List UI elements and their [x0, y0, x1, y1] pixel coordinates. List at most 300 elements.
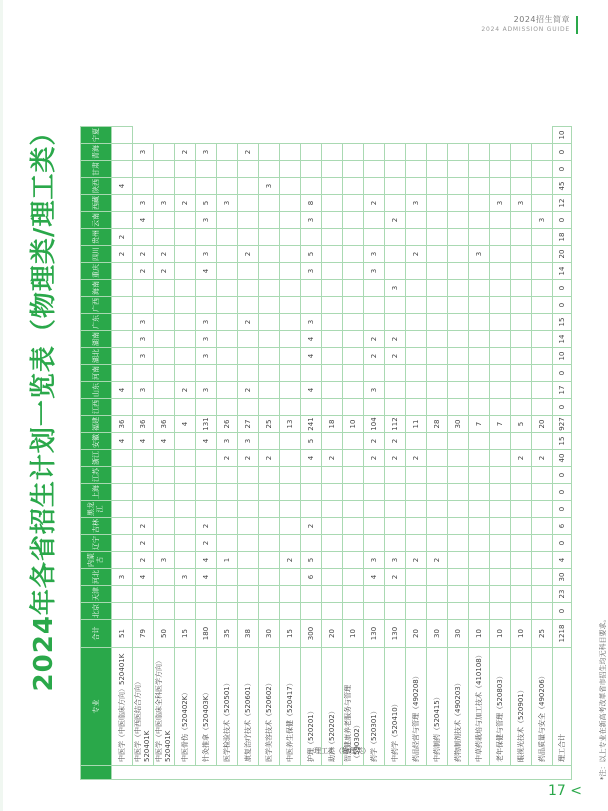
- quota-cell: [511, 518, 532, 535]
- quota-cell: [133, 178, 154, 195]
- quota-cell: [322, 382, 343, 399]
- quota-cell: [238, 501, 259, 518]
- quota-cell: [238, 280, 259, 297]
- quota-cell: 927: [553, 416, 572, 433]
- quota-cell: [238, 178, 259, 195]
- rotated-content: [20, 30, 607, 780]
- quota-cell: [511, 161, 532, 178]
- quota-cell: [511, 212, 532, 229]
- quota-cell: [427, 518, 448, 535]
- quota-cell: [322, 263, 343, 280]
- quota-cell: [217, 484, 238, 501]
- column-header: 贵州: [81, 229, 112, 246]
- quota-cell: 2: [385, 212, 406, 229]
- quota-cell: [427, 569, 448, 586]
- column-header: 重庆: [81, 263, 112, 280]
- quota-cell: [280, 535, 301, 552]
- quota-cell: [133, 467, 154, 484]
- quota-cell: 2: [238, 382, 259, 399]
- quota-cell: [448, 433, 469, 450]
- quota-cell: [175, 331, 196, 348]
- quota-cell: 30: [259, 620, 280, 648]
- footnote: *注：以上专业在新高考改革省市招生均无科目要求。: [599, 615, 607, 780]
- quota-cell: [448, 263, 469, 280]
- quota-cell: [175, 178, 196, 195]
- quota-cell: [238, 535, 259, 552]
- quota-cell: [322, 569, 343, 586]
- quota-cell: [490, 178, 511, 195]
- quota-cell: [175, 229, 196, 246]
- quota-cell: [490, 467, 511, 484]
- quota-cell: [511, 314, 532, 331]
- quota-cell: [217, 331, 238, 348]
- quota-cell: 8: [301, 195, 322, 212]
- column-header: 江西: [81, 399, 112, 416]
- quota-cell: 2: [175, 382, 196, 399]
- quota-cell: 28: [427, 416, 448, 433]
- quota-cell: [112, 212, 133, 229]
- quota-cell: [343, 552, 364, 569]
- quota-cell: [259, 161, 280, 178]
- quota-cell: [385, 297, 406, 314]
- quota-cell: [490, 484, 511, 501]
- quota-cell: 2: [322, 450, 343, 467]
- quota-cell: [259, 348, 280, 365]
- major-cell: 智慧健康养老服务与管理（590302）: [343, 648, 364, 766]
- quota-cell: [112, 127, 133, 144]
- column-header: 吉林: [81, 518, 112, 535]
- quota-cell: 3: [154, 195, 175, 212]
- quota-cell: [469, 263, 490, 280]
- quota-cell: 4: [301, 382, 322, 399]
- column-header: 福建: [81, 416, 112, 433]
- quota-cell: [448, 603, 469, 620]
- quota-cell: [532, 603, 553, 620]
- quota-cell: 2: [406, 246, 427, 263]
- quota-cell: [259, 212, 280, 229]
- quota-cell: 0: [553, 603, 572, 620]
- quota-cell: 3: [217, 433, 238, 450]
- quota-cell: [280, 365, 301, 382]
- quota-cell: [175, 586, 196, 603]
- quota-cell: [448, 450, 469, 467]
- quota-cell: [301, 535, 322, 552]
- quota-cell: 14: [553, 263, 572, 280]
- quota-cell: [175, 280, 196, 297]
- quota-cell: [469, 569, 490, 586]
- quota-cell: [490, 280, 511, 297]
- quota-cell: [490, 297, 511, 314]
- quota-cell: [154, 382, 175, 399]
- table-row: [427, 127, 448, 780]
- quota-cell: [469, 178, 490, 195]
- quota-cell: [322, 365, 343, 382]
- quota-cell: [154, 365, 175, 382]
- quota-cell: [154, 212, 175, 229]
- quota-cell: [112, 586, 133, 603]
- quota-cell: [133, 229, 154, 246]
- quota-cell: [532, 263, 553, 280]
- quota-cell: [364, 314, 385, 331]
- quota-cell: [427, 484, 448, 501]
- quota-cell: [385, 365, 406, 382]
- quota-cell: [133, 603, 154, 620]
- quota-cell: [301, 280, 322, 297]
- major-cell: 药物制剂技术（490203）: [448, 648, 469, 766]
- major-cell: 助产（520202）: [322, 648, 343, 766]
- quota-cell: [112, 501, 133, 518]
- quota-cell: 3: [364, 552, 385, 569]
- quota-cell: 241: [301, 416, 322, 433]
- quota-cell: [217, 399, 238, 416]
- quota-cell: [175, 518, 196, 535]
- quota-cell: [343, 280, 364, 297]
- quota-cell: [532, 280, 553, 297]
- column-header: 天津: [81, 586, 112, 603]
- quota-cell: [259, 297, 280, 314]
- quota-cell: [112, 467, 133, 484]
- quota-cell: 36: [154, 416, 175, 433]
- quota-cell: [238, 263, 259, 280]
- quota-cell: [112, 535, 133, 552]
- quota-cell: [343, 433, 364, 450]
- quota-cell: [196, 603, 217, 620]
- quota-cell: [469, 144, 490, 161]
- quota-cell: 14: [553, 331, 572, 348]
- quota-cell: [406, 212, 427, 229]
- quota-cell: [427, 535, 448, 552]
- quota-cell: 2: [280, 552, 301, 569]
- quota-cell: [385, 178, 406, 195]
- quota-cell: 3: [133, 195, 154, 212]
- quota-cell: [175, 161, 196, 178]
- quota-cell: [259, 365, 280, 382]
- quota-cell: [259, 552, 280, 569]
- quota-cell: [406, 229, 427, 246]
- quota-cell: [154, 144, 175, 161]
- quota-cell: [406, 331, 427, 348]
- quota-cell: [469, 382, 490, 399]
- quota-cell: [259, 263, 280, 280]
- column-header: 宁夏: [81, 127, 112, 144]
- quota-cell: [238, 365, 259, 382]
- quota-cell: [343, 263, 364, 280]
- quota-cell: 0: [553, 212, 572, 229]
- quota-cell: [322, 280, 343, 297]
- quota-cell: 4: [112, 382, 133, 399]
- quota-cell: [490, 314, 511, 331]
- quota-cell: [469, 331, 490, 348]
- quota-cell: 20: [322, 620, 343, 648]
- quota-cell: [238, 229, 259, 246]
- quota-cell: [469, 195, 490, 212]
- quota-cell: [448, 212, 469, 229]
- quota-cell: 4: [175, 416, 196, 433]
- quota-cell: [175, 348, 196, 365]
- quota-cell: 3: [259, 178, 280, 195]
- quota-cell: [364, 280, 385, 297]
- quota-cell: [259, 280, 280, 297]
- quota-cell: 2: [364, 348, 385, 365]
- quota-cell: 2: [406, 450, 427, 467]
- quota-cell: 12: [553, 195, 572, 212]
- quota-cell: 4: [112, 433, 133, 450]
- quota-cell: [448, 586, 469, 603]
- quota-cell: [280, 433, 301, 450]
- quota-cell: [280, 484, 301, 501]
- quota-cell: 4: [133, 212, 154, 229]
- quota-cell: [532, 314, 553, 331]
- quota-cell: [343, 399, 364, 416]
- quota-cell: [406, 603, 427, 620]
- quota-cell: [112, 144, 133, 161]
- quota-cell: [385, 518, 406, 535]
- quota-cell: [175, 603, 196, 620]
- table-row: [322, 127, 343, 780]
- quota-cell: 36: [112, 416, 133, 433]
- quota-cell: [259, 314, 280, 331]
- quota-cell: [175, 263, 196, 280]
- quota-cell: 3: [196, 331, 217, 348]
- quota-cell: [196, 280, 217, 297]
- quota-cell: [448, 382, 469, 399]
- quota-cell: [532, 348, 553, 365]
- quota-cell: [259, 195, 280, 212]
- quota-cell: [322, 178, 343, 195]
- table-row: [112, 127, 133, 780]
- quota-cell: 20: [406, 620, 427, 648]
- major-cell: 眼视光技术（520901）: [511, 648, 532, 766]
- quota-cell: [133, 365, 154, 382]
- quota-cell: [427, 450, 448, 467]
- quota-cell: [490, 331, 511, 348]
- quota-cell: [175, 552, 196, 569]
- quota-cell: [196, 501, 217, 518]
- quota-cell: [112, 195, 133, 212]
- quota-cell: [238, 467, 259, 484]
- quota-cell: [322, 501, 343, 518]
- quota-cell: [406, 365, 427, 382]
- quota-cell: [154, 603, 175, 620]
- major-cell: 药品质量与安全（490206）: [532, 648, 553, 766]
- quota-cell: [217, 161, 238, 178]
- quota-cell: [385, 484, 406, 501]
- quota-cell: 3: [133, 314, 154, 331]
- quota-cell: [364, 161, 385, 178]
- table-row: [532, 127, 553, 780]
- quota-cell: [322, 331, 343, 348]
- quota-cell: [490, 144, 511, 161]
- quota-cell: 20: [553, 246, 572, 263]
- quota-cell: 7: [469, 416, 490, 433]
- quota-cell: [532, 552, 553, 569]
- column-header: 广东: [81, 314, 112, 331]
- quota-cell: [217, 297, 238, 314]
- quota-cell: 112: [385, 416, 406, 433]
- quota-cell: 3: [133, 144, 154, 161]
- quota-cell: [154, 467, 175, 484]
- quota-cell: [133, 450, 154, 467]
- quota-cell: 4: [301, 348, 322, 365]
- quota-cell: [112, 331, 133, 348]
- quota-cell: [175, 246, 196, 263]
- quota-cell: [427, 348, 448, 365]
- quota-cell: [280, 195, 301, 212]
- quota-cell: [280, 450, 301, 467]
- quota-cell: [448, 348, 469, 365]
- quota-cell: [532, 433, 553, 450]
- quota-cell: [364, 518, 385, 535]
- quota-cell: 4: [196, 552, 217, 569]
- quota-cell: [133, 399, 154, 416]
- quota-cell: [427, 195, 448, 212]
- table-row: [238, 127, 259, 780]
- quota-cell: [448, 569, 469, 586]
- quota-cell: 25: [259, 416, 280, 433]
- quota-cell: [532, 586, 553, 603]
- quota-cell: [112, 297, 133, 314]
- quota-cell: 2: [196, 535, 217, 552]
- quota-cell: [343, 161, 364, 178]
- quota-cell: [112, 484, 133, 501]
- column-header: 云南: [81, 212, 112, 229]
- table-row: [259, 127, 280, 780]
- quota-cell: [490, 263, 511, 280]
- quota-cell: [406, 467, 427, 484]
- quota-cell: 3: [196, 382, 217, 399]
- quota-cell: [364, 586, 385, 603]
- quota-cell: [511, 399, 532, 416]
- quota-cell: 26: [217, 416, 238, 433]
- quota-cell: [217, 569, 238, 586]
- quota-cell: [280, 382, 301, 399]
- table-row: [301, 127, 322, 780]
- quota-cell: [448, 501, 469, 518]
- quota-cell: [385, 144, 406, 161]
- table-header-row: [81, 127, 112, 780]
- quota-cell: [112, 314, 133, 331]
- quota-cell: 30: [427, 620, 448, 648]
- quota-cell: [364, 144, 385, 161]
- quota-cell: [343, 212, 364, 229]
- quota-cell: 38: [238, 620, 259, 648]
- quota-cell: [511, 603, 532, 620]
- quota-cell: [259, 484, 280, 501]
- quota-cell: 23: [553, 586, 572, 603]
- quota-cell: 5: [511, 416, 532, 433]
- quota-cell: [448, 518, 469, 535]
- quota-cell: [427, 382, 448, 399]
- quota-cell: [322, 586, 343, 603]
- quota-cell: [280, 263, 301, 280]
- table-row: [385, 127, 406, 780]
- column-header: 浙江: [81, 450, 112, 467]
- quota-cell: [343, 297, 364, 314]
- quota-cell: [469, 552, 490, 569]
- quota-cell: 2: [364, 433, 385, 450]
- quota-cell: 3: [112, 569, 133, 586]
- quota-cell: [301, 501, 322, 518]
- quota-cell: [196, 178, 217, 195]
- quota-cell: [490, 450, 511, 467]
- quota-cell: 35: [217, 620, 238, 648]
- quota-cell: 2: [133, 263, 154, 280]
- quota-cell: 2: [301, 518, 322, 535]
- quota-cell: 0: [553, 365, 572, 382]
- quota-cell: [322, 297, 343, 314]
- quota-cell: [511, 331, 532, 348]
- quota-cell: [217, 229, 238, 246]
- column-header: 四川: [81, 246, 112, 263]
- quota-cell: 1218: [553, 620, 572, 648]
- quota-cell: [175, 535, 196, 552]
- quota-cell: [112, 263, 133, 280]
- quota-cell: 10: [490, 620, 511, 648]
- quota-cell: [175, 365, 196, 382]
- quota-cell: [301, 178, 322, 195]
- quota-cell: [490, 501, 511, 518]
- quota-cell: 0: [553, 484, 572, 501]
- quota-cell: 5: [196, 195, 217, 212]
- quota-cell: [238, 331, 259, 348]
- quota-cell: [280, 280, 301, 297]
- major-cell: 医学美容技术（520602）: [259, 648, 280, 766]
- quota-cell: [511, 586, 532, 603]
- quota-cell: [238, 518, 259, 535]
- quota-cell: [301, 484, 322, 501]
- quota-cell: [490, 382, 511, 399]
- quota-cell: [511, 280, 532, 297]
- quota-cell: 3: [364, 382, 385, 399]
- quota-cell: [511, 484, 532, 501]
- quota-cell: 45: [553, 178, 572, 195]
- major-cell: 老年保健与管理（520803）: [490, 648, 511, 766]
- quota-cell: 15: [175, 620, 196, 648]
- quota-cell: 2: [238, 450, 259, 467]
- quota-cell: [427, 144, 448, 161]
- quota-cell: [238, 399, 259, 416]
- quota-cell: [406, 161, 427, 178]
- major-cell: 针灸推拿（520403K）: [196, 648, 217, 766]
- quota-cell: [406, 297, 427, 314]
- quota-cell: [511, 246, 532, 263]
- quota-cell: 0: [553, 399, 572, 416]
- quota-cell: 10: [553, 348, 572, 365]
- quota-cell: [301, 399, 322, 416]
- quota-cell: [238, 348, 259, 365]
- quota-cell: [448, 195, 469, 212]
- quota-cell: [154, 229, 175, 246]
- quota-cell: [259, 144, 280, 161]
- quota-cell: [112, 161, 133, 178]
- quota-cell: [406, 178, 427, 195]
- quota-cell: [532, 331, 553, 348]
- quota-cell: [343, 144, 364, 161]
- quota-cell: [175, 297, 196, 314]
- quota-cell: 25: [532, 620, 553, 648]
- column-header: 专业: [81, 648, 112, 766]
- quota-cell: [532, 365, 553, 382]
- quota-cell: [133, 280, 154, 297]
- column-header: 青海: [81, 144, 112, 161]
- quota-cell: [427, 229, 448, 246]
- quota-cell: 4: [301, 331, 322, 348]
- quota-cell: [217, 263, 238, 280]
- quota-cell: 13: [280, 416, 301, 433]
- quota-cell: 6: [553, 518, 572, 535]
- quota-cell: [112, 603, 133, 620]
- quota-cell: 2: [175, 144, 196, 161]
